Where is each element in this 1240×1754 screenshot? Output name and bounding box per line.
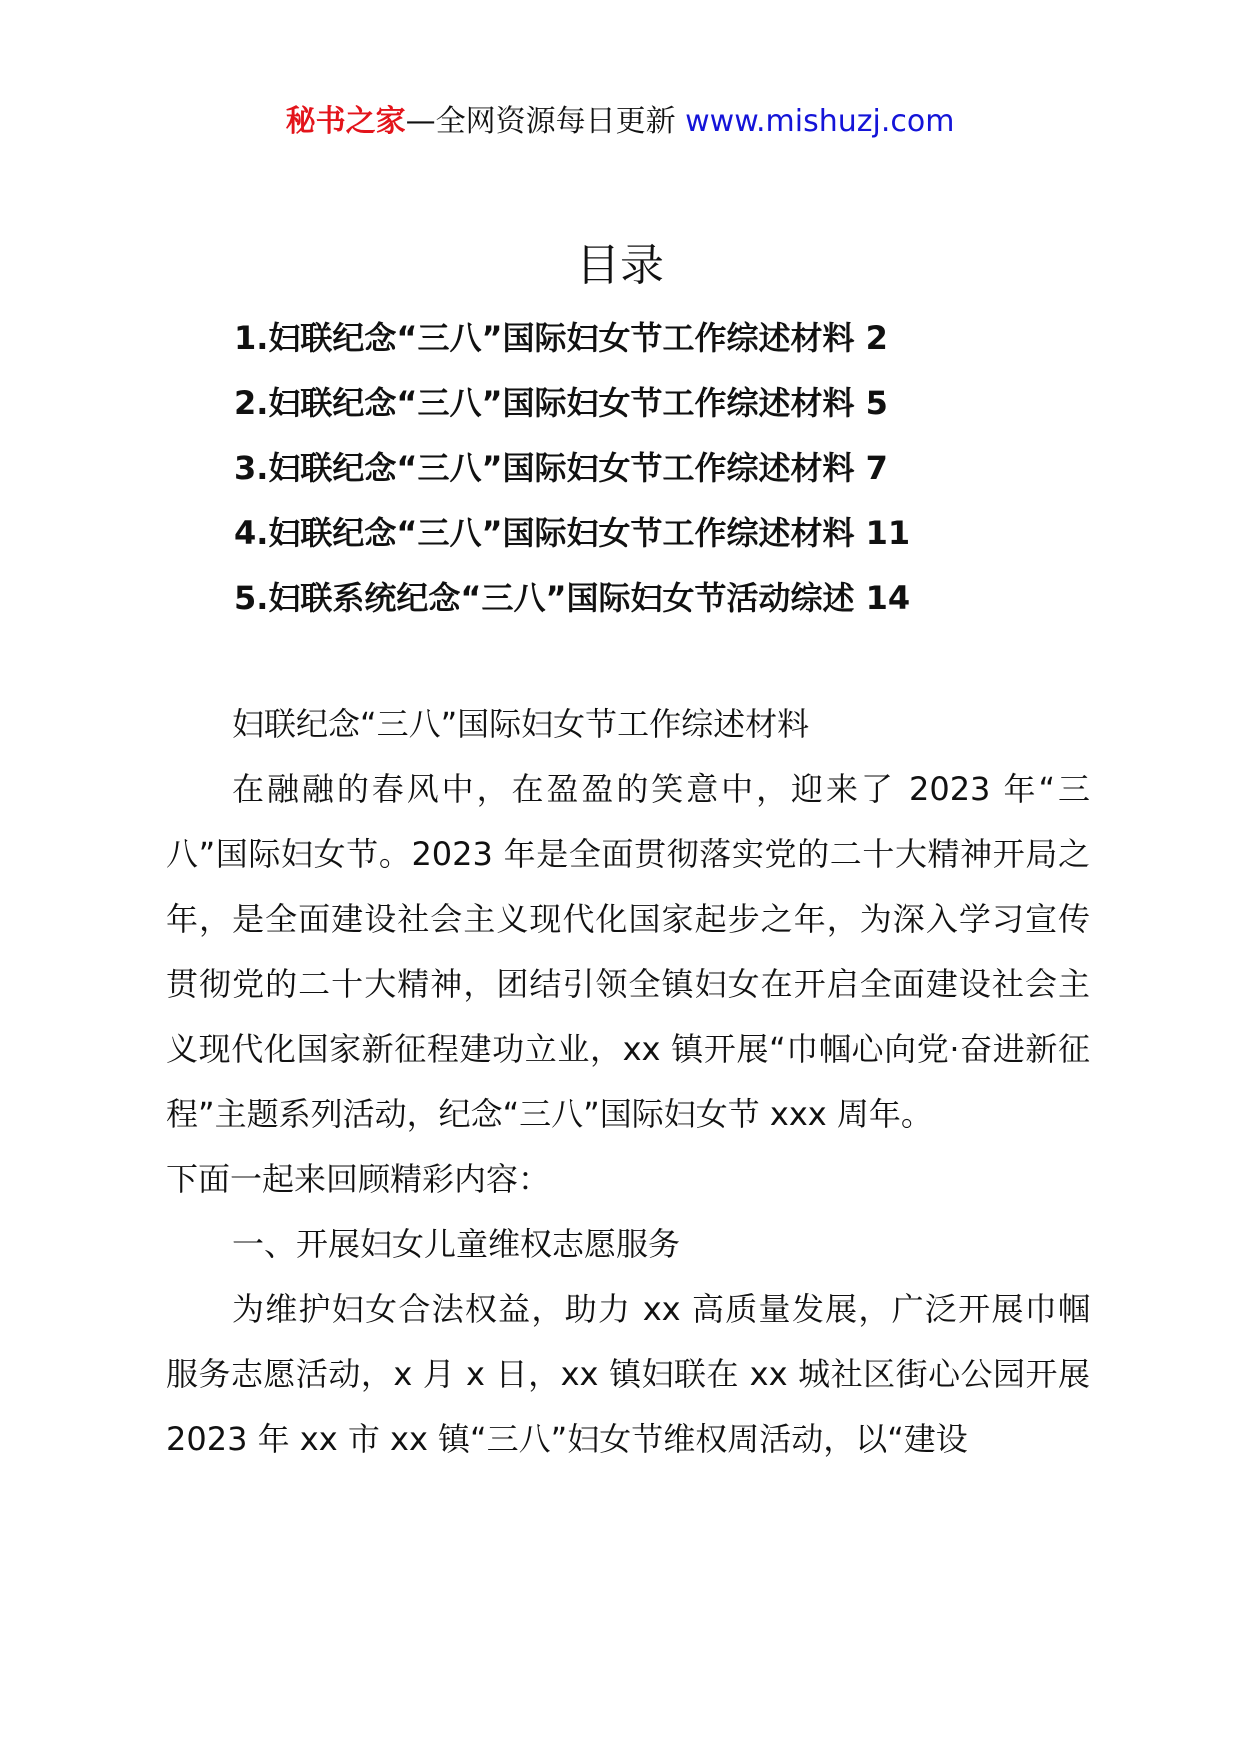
toc-item-4[interactable]: 4.妇联纪念“三八”国际妇女节工作综述材料 11 bbox=[234, 514, 911, 552]
toc-title: 目录 bbox=[576, 240, 664, 291]
article-lead-paragraph: 下面一起来回顾精彩内容： bbox=[166, 1160, 551, 1198]
article-body bbox=[166, 692, 1090, 1472]
toc-item-1[interactable]: 1.妇联纪念“三八”国际妇女节工作综述材料 2 bbox=[234, 319, 888, 357]
site-tagline: —全网资源每日更新 bbox=[405, 104, 686, 139]
article-intro-paragraph: 在融融的春风中，在盈盈的笑意中，迎来了 2023 年“三八”国际妇女节。2023 年是全面贯彻落实党的二十大精神开局之年，是全面建设社会主义现代化国家起步之年，为深入学习宣传贯彻党的二十大精神，团结引领全镇妇女在开启全面建设社会主义现代化国家新征程建功立业，xx 镇开展“巾帼心向党·奋进新征程”主题系列活动，纪念“三八”国际妇女节 xxx 周年。 bbox=[166, 770, 1090, 1133]
toc-item-5[interactable]: 5.妇联系统纪念“三八”国际妇女节活动综述 14 bbox=[234, 579, 911, 617]
section-heading-1: 一、开展妇女儿童维权志愿服务 bbox=[232, 1225, 681, 1263]
site-header bbox=[0, 100, 1240, 144]
site-brand: 秘书之家 bbox=[285, 104, 406, 139]
site-url-link[interactable]: www.mishuzj.com bbox=[685, 104, 955, 139]
section-paragraph-1: 为维护妇女合法权益，助力 xx 高质量发展，广泛开展巾帼服务志愿活动，x 月 x 日，xx 镇妇联在 xx 城社区街心公园开展 2023 年 xx 市 xx 镇“三八”妇女节维权周活动，以“建设 bbox=[166, 1290, 1090, 1458]
toc-item-2[interactable]: 2.妇联纪念“三八”国际妇女节工作综述材料 5 bbox=[234, 384, 888, 422]
article-title: 妇联纪念“三八”国际妇女节工作综述材料 bbox=[232, 705, 810, 743]
table-of-contents bbox=[234, 306, 910, 631]
toc-item-3[interactable]: 3.妇联纪念“三八”国际妇女节工作综述材料 7 bbox=[234, 449, 888, 487]
